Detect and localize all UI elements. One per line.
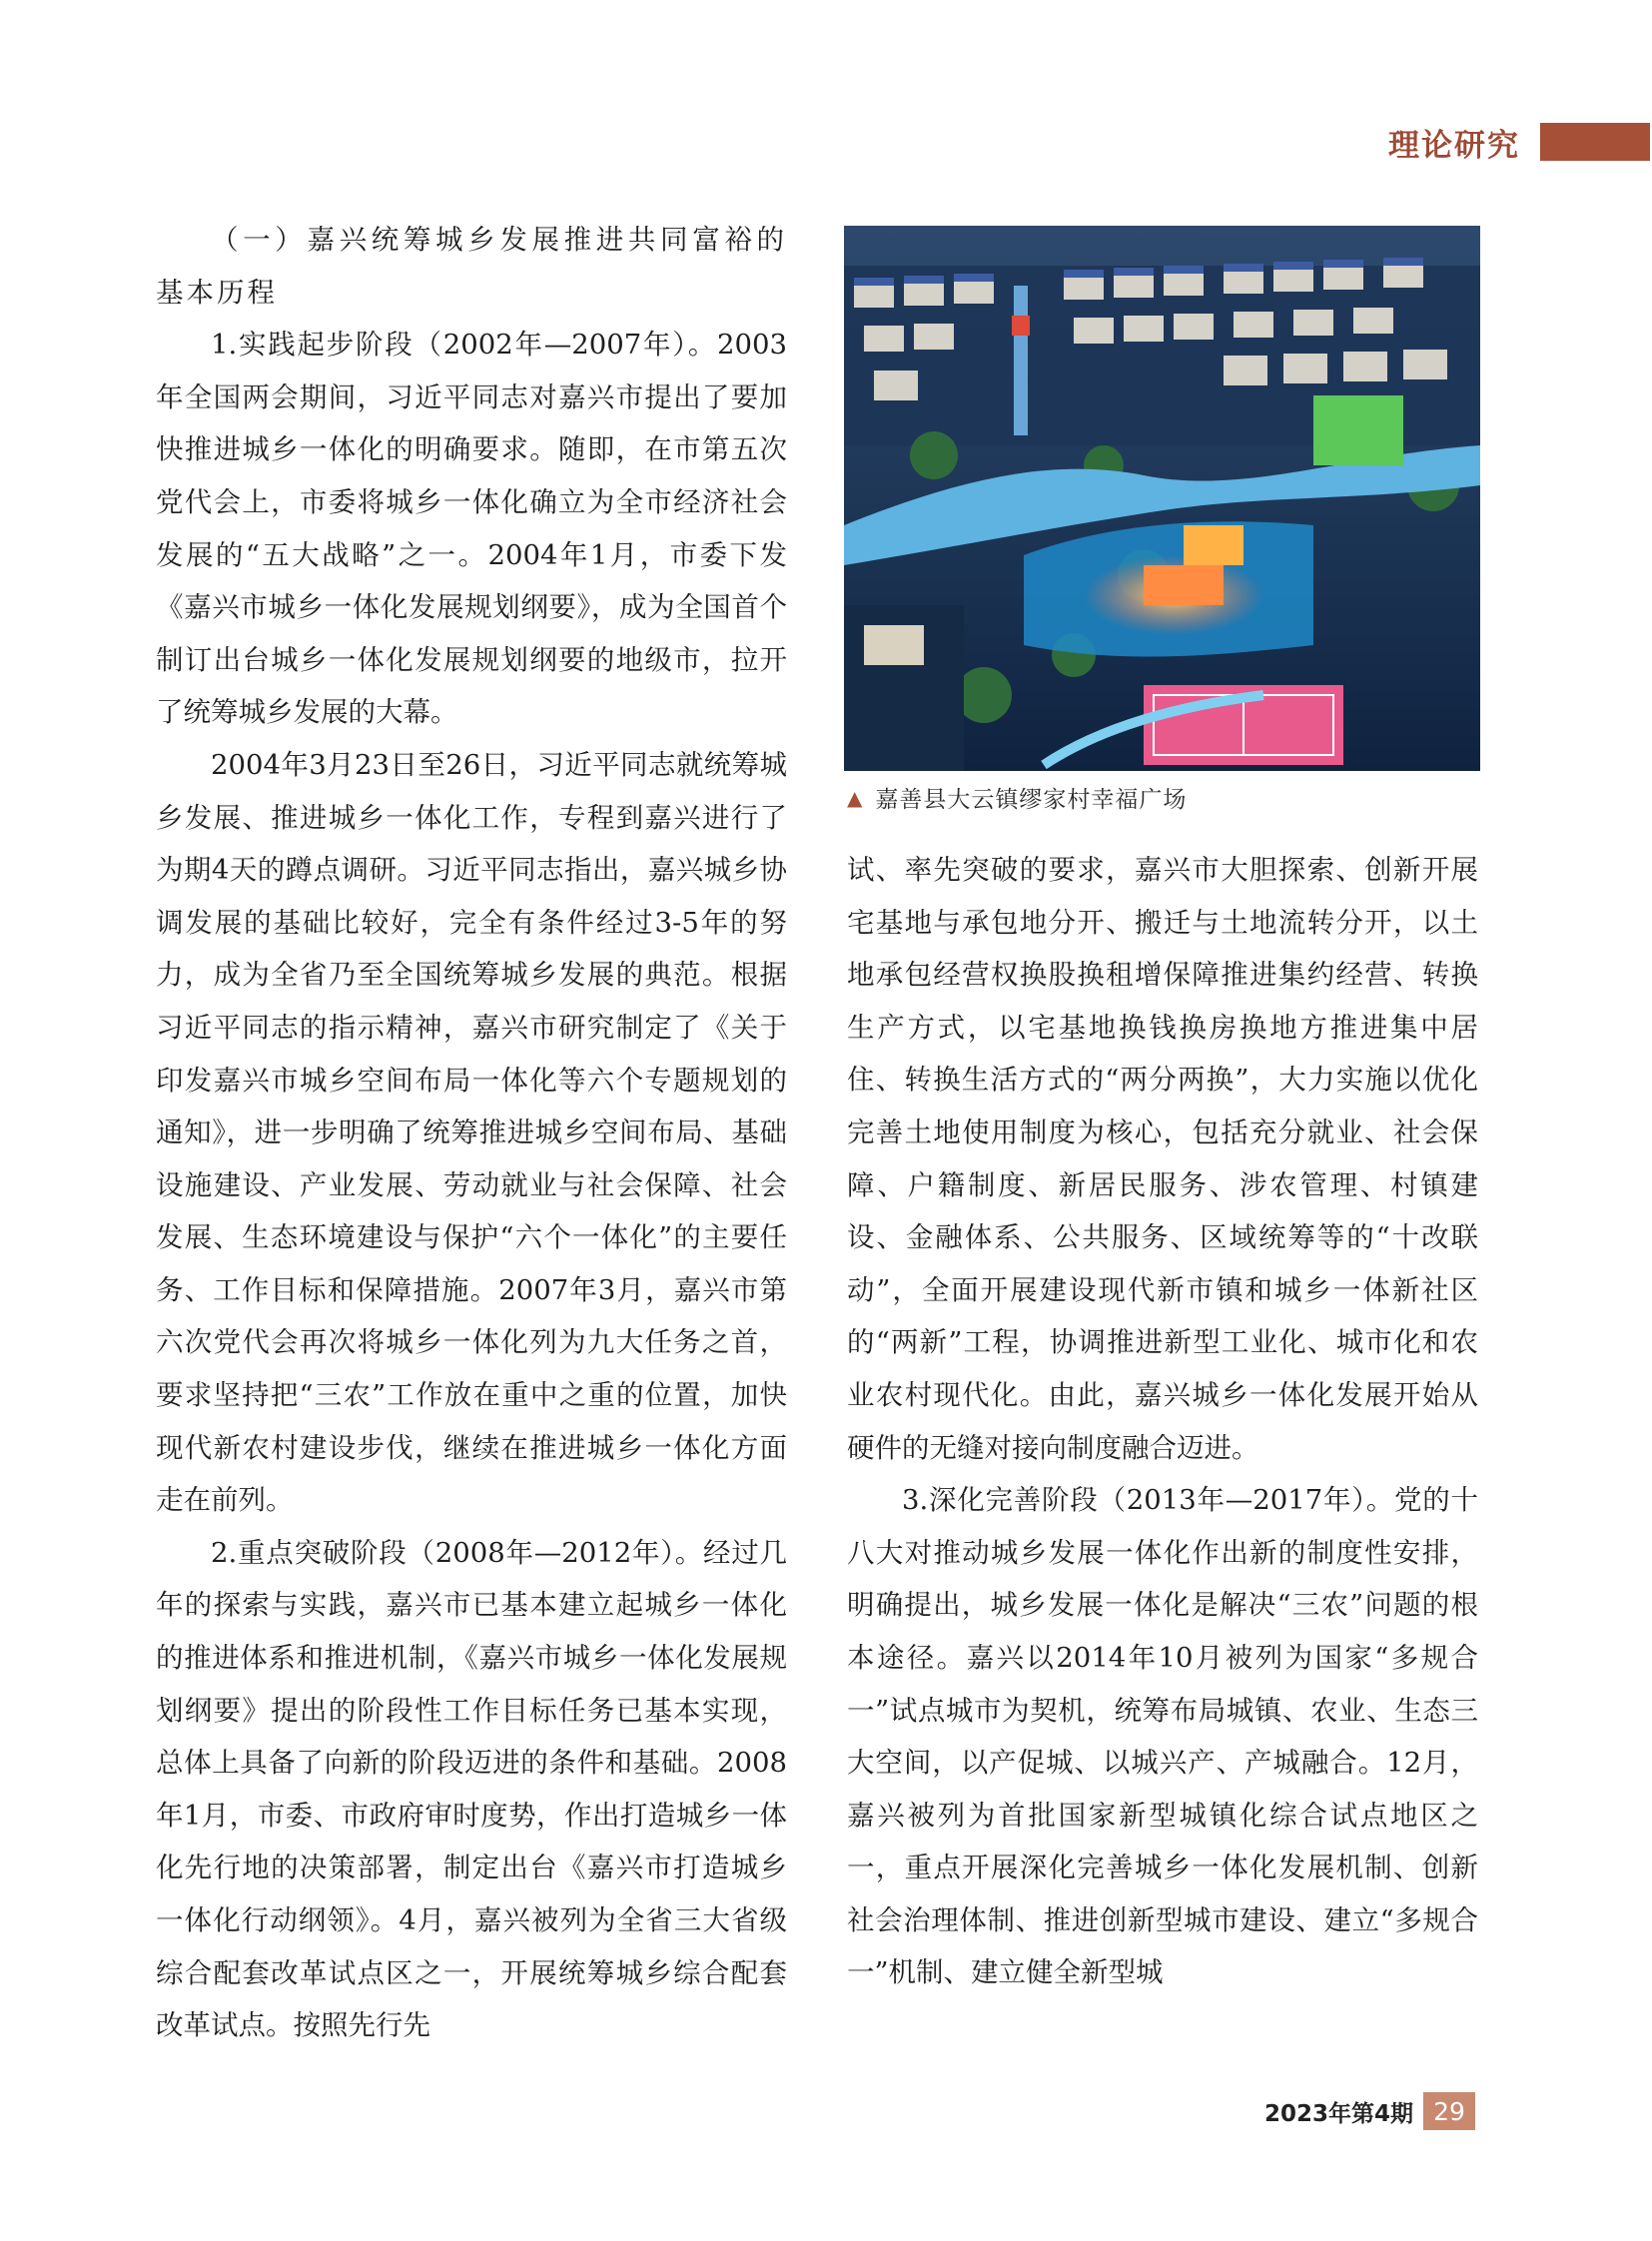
- section-color-bar: [1540, 123, 1650, 161]
- photo-caption: [847, 781, 1486, 814]
- issue-label: 2023年第4期: [1264, 2100, 1414, 2127]
- section-tag: [1388, 122, 1650, 162]
- caption-text: 嘉善县大云镇缪家村幸福广场: [875, 787, 1188, 813]
- section-title: 理论研究: [1388, 127, 1520, 164]
- page-footer: [1264, 2092, 1475, 2130]
- village-plaza-photo: [844, 226, 1480, 771]
- paragraph-2004-visit: 2004年3月23日至26日，习近平同志就统筹城乡发展、推进城乡一体化工作，专程到嘉兴进行了为期4天的蹲点调研。习近平同志指出，嘉兴城乡协调发展的基础比较好，完全有条件经过3-5年的努力，成为全省乃至全国统筹城乡发展的典范。根据习近平同志的指示精神，嘉兴市研究制定了《关于印发嘉兴市城乡空间布局一体化等六个专题规划的通知》，进一步明确了统筹推进城乡空间布局、基础设施建设、产业发展、劳动就业与社会保障、社会发展、生态环境建设与保护“六个一体化”的主要任务、工作目标和保障措施。2007年3月，嘉兴市第六次党代会再次将城乡一体化列为九大任务之首，要求坚持把“三农”工作放在重中之重的位置，加快现代新农村建设步伐，继续在推进城乡一体化方面走在前列。: [156, 748, 787, 1517]
- caption-triangle-icon: ▲: [847, 785, 864, 810]
- paragraph-stage-2-continued: 试、率先突破的要求，嘉兴市大胆探索、创新开展宅基地与承包地分开、搬迁与土地流转分开，以土地承包经营权换股换租增保障推进集约经营、转换生产方式，以宅基地换钱换房换地方推进集中居住、转换生活方式的“两分两换”，大力实施以优化完善土地使用制度为核心，包括充分就业、社会保障、户籍制度、新居民服务、涉农管理、村镇建设、金融体系、公共服务、区域统筹等的“十改联动”，全面开展建设现代新市镇和城乡一体新社区的“两新”工程，协调推进新型工业化、城市化和农业农村现代化。由此，嘉兴城乡一体化发展开始从硬件的无缝对接向制度融合迈进。: [847, 854, 1478, 1464]
- paragraph-stage-1: 1.实践起步阶段（2002年—2007年）。2003年全国两会期间，习近平同志对嘉兴市提出了要加快推进城乡一体化的明确要求。随即，在市第五次党代会上，市委将城乡一体化确立为全市经济社会发展的“五大战略”之一。2004年1月，市委下发《嘉兴市城乡一体化发展规划纲要》，成为全国首个制订出台城乡一体化发展规划纲要的地级市，拉开了统筹城乡发展的大幕。: [156, 329, 787, 729]
- page-number: 29: [1423, 2092, 1475, 2130]
- paragraph-stage-3: 3.深化完善阶段（2013年—2017年）。党的十八大对推动城乡发展一体化作出新的制度性安排，明确提出，城乡发展一体化是解决“三农”问题的根本途径。嘉兴以2014年10月被列为国家“多规合一”试点城市为契机，统筹布局城镇、农业、生态三大空间，以产促城、以城兴产、产城融合。12月，嘉兴被列为首批国家新型城镇化综合试点地区之一，重点开展深化完善城乡一体化发展机制、创新社会治理体制、推进创新型城市建设、建立“多规合一”机制、建立健全新型城: [847, 1484, 1478, 1989]
- paragraph-stage-2: 2.重点突破阶段（2008年—2012年）。经过几年的探索与实践，嘉兴市已基本建立起城乡一体化的推进体系和推进机制，《嘉兴市城乡一体化发展规划纲要》提出的阶段性工作目标任务已基本实现，总体上具备了向新的阶段迈进的条件和基础。2008年1月，市委、市政府审时度势，作出打造城乡一体化先行地的决策部署，制定出台《嘉兴市打造城乡一体化行动纲领》。4月，嘉兴被列为全省三大省级综合配套改革试点区之一，开展统筹城乡综合配套改革试点。按照先行先: [156, 1536, 787, 2042]
- left-column: [156, 214, 787, 2052]
- section-heading: （一）嘉兴统筹城乡发展推进共同富裕的基本历程: [156, 224, 787, 309]
- right-column: [847, 844, 1478, 1999]
